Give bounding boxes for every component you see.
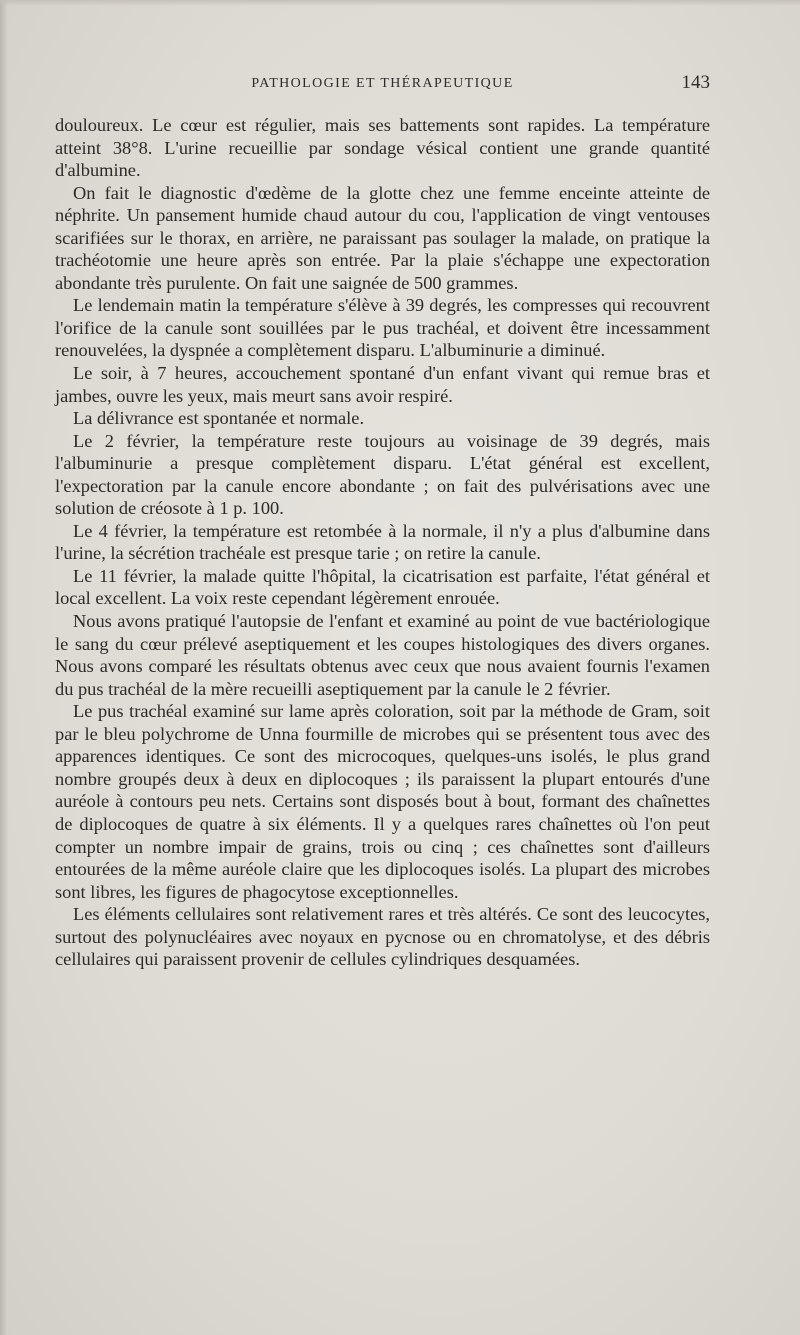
body-text <box>55 114 710 971</box>
paragraph: Le soir, à 7 heures, accouchement spontané d'un enfant vivant qui remue bras et jambes, ouvre les yeux, mais meurt sans avoir respiré. <box>55 363 710 406</box>
page-top-edge <box>0 0 800 6</box>
running-title: PATHOLOGIE ET THÉRAPEUTIQUE <box>251 76 514 91</box>
paragraph: On fait le diagnostic d'œdème de la glotte chez une femme enceinte atteinte de néphrite. Un pansement humide chaud autour du cou, l'application de vingt ventouses scarifiées sur le thorax, en arrière, ne paraissant pas soulager la malade, on pratique la trachéotomie une heure après son entrée. Par la plaie s'échappe une expectoration abondante très purulente. On fait une saignée de 500 grammes. <box>55 182 710 293</box>
paragraph: Le 4 février, la température est retombée à la normale, il n'y a plus d'albumine dans l'urine, la sécrétion trachéale est presque tarie ; on retire la canule. <box>55 520 710 564</box>
paragraph: douloureux. Le cœur est régulier, mais ses battements sont rapides. La température atteint 38°8. L'urine recueillie par sondage vésical contient une grande quantité d'albumine. <box>55 115 710 181</box>
paragraph: Le lendemain matin la température s'élève à 39 degrés, les compresses qui recouvrent l'orifice de la canule sont souillées par le pus trachéal, et doivent être incessamment renouvelées, la dyspnée a complètement disparu. L'albuminurie a diminué. <box>55 295 710 361</box>
paragraph: Le pus trachéal examiné sur lame après coloration, soit par la méthode de Gram, soit par le bleu polychrome de Unna fourmille de microbes qui se présentent tous avec des apparences identiques. Ce sont des microcoques, quelques-uns isolés, le plus grand nombre groupés deux à deux en diplocoques ; ils paraissent la plupart entourés d'une auréole à contours peu nets. Certains sont disposés bout à bout, formant des chaînettes de diplocoques de quatre à six éléments. Il y a quelques rares chaînettes où l'on peut compter un nombre impair de grains, trois ou cinq ; ces chaînettes sont d'ailleurs entourées de la même auréole claire que les diplocoques isolés. La plupart des microbes sont libres, les figures de phagocytose exceptionnelles. <box>55 701 710 902</box>
page-number: 143 <box>681 72 710 93</box>
paragraph: Le 11 février, la malade quitte l'hôpital, la cicatrisation est parfaite, l'état général et local excellent. La voix reste cependant légèrement enrouée. <box>55 565 710 609</box>
page-binding-edge <box>0 0 8 1335</box>
paragraph: La délivrance est spontanée et normale. <box>73 408 365 429</box>
paragraph: Le 2 février, la température reste toujours au voisinage de 39 degrés, mais l'albuminurie a presque complètement disparu. L'état général est excellent, l'expectoration par la canule encore abondante ; on fait des pulvérisations avec une solution de créosote à 1 p. 100. <box>55 430 710 519</box>
paragraph: Les éléments cellulaires sont relativement rares et très altérés. Ce sont des leucocytes, surtout des polynucléaires avec noyaux en pycnose ou en chromatolyse, et des débris cellulaires qui paraissent provenir de cellules cylindriques desquamées. <box>55 904 710 970</box>
page-header <box>55 72 710 98</box>
paragraph: Nous avons pratiqué l'autopsie de l'enfant et examiné au point de vue bactériologique le sang du cœur prélevé aseptiquement et les coupes histologiques des divers organes. Nous avons comparé les résultats obtenus avec ceux que nous avaient fournis l'examen du pus trachéal de la mère recueilli aseptiquement par la canule le 2 février. <box>55 611 710 699</box>
